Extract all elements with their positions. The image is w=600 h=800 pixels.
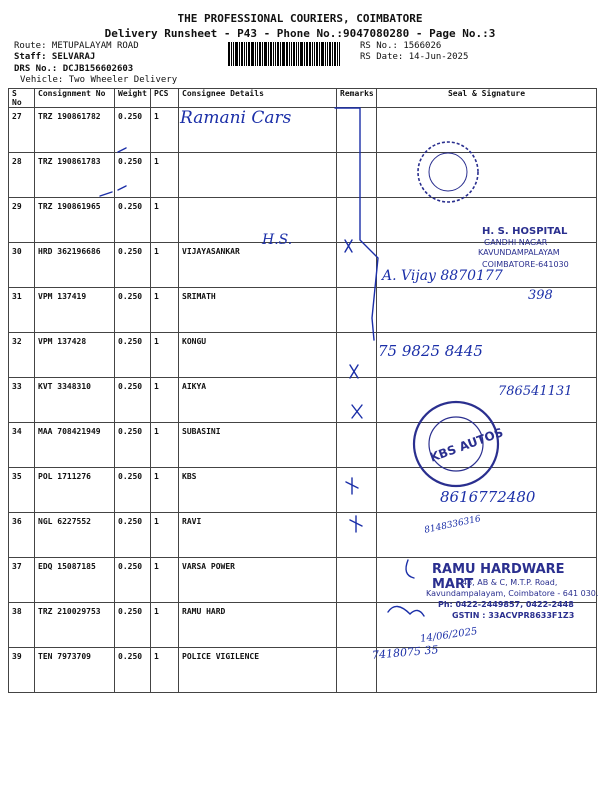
cell-consignee: SRIMATH [179,288,337,333]
hs-stamp-name: H. S. HOSPITAL [482,226,568,237]
hs-stamp-line3: KAVUNDAMPALAYAM [478,248,560,257]
cell-consignment: KVT 3348310 [35,378,115,423]
ramu-stamp-addr2: Kavundampalayam, Coimbatore - 641 030. [426,589,599,598]
cell-sno: 27 [9,108,35,153]
cell-pcs: 1 [151,513,179,558]
col-consignment: Consignment No [35,89,115,108]
cell-weight: 0.250 [115,198,151,243]
cell-pcs: 1 [151,468,179,513]
cell-pcs: 1 [151,288,179,333]
cell-sno: 31 [9,288,35,333]
hs-stamp-line2: GANDHI NAGAR [484,238,548,247]
cell-consignee: POLICE VIGILENCE [179,648,337,693]
cell-sno: 36 [9,513,35,558]
vehicle-label: Vehicle: Two Wheeler Delivery [20,75,178,85]
col-remarks: Remarks [337,89,377,108]
handwriting-row37-number: 8148336316 [423,514,482,536]
cell-consignment: TRZ 190861783 [35,153,115,198]
col-weight: Weight [115,89,151,108]
staff-label: Staff: SELVARAJ [14,52,96,62]
cell-weight: 0.250 [115,648,151,693]
hs-stamp-line4: COIMBATORE-641030 [482,260,569,269]
ramu-stamp-addr1: 43, AB & C, M.T.P. Road, [462,578,558,587]
cell-pcs: 1 [151,378,179,423]
cell-consignee: RAVI [179,513,337,558]
handwriting-hs: H.S. [262,232,293,248]
cell-sno: 29 [9,198,35,243]
cell-sno: 28 [9,153,35,198]
handwriting-bottom: 7418075 35 [371,643,439,662]
cell-consignee: VARSA POWER [179,558,337,603]
cell-pcs: 1 [151,108,179,153]
cell-consignment: POL 1711276 [35,468,115,513]
cell-sno: 30 [9,243,35,288]
cell-consignment: TRZ 210029753 [35,603,115,648]
company-title: THE PROFESSIONAL COURIERS, COIMBATORE [177,12,423,25]
cell-weight: 0.250 [115,513,151,558]
cell-weight: 0.250 [115,423,151,468]
handwriting-ramani: Ramani Cars [180,108,292,128]
cell-sno: 32 [9,333,35,378]
cell-pcs: 1 [151,333,179,378]
cell-pcs: 1 [151,153,179,198]
cell-weight: 0.250 [115,378,151,423]
cell-pcs: 1 [151,558,179,603]
cell-weight: 0.250 [115,108,151,153]
cell-consignee: SUBASINI [179,423,337,468]
cell-consignment: EDQ 15087185 [35,558,115,603]
cell-consignment: NGL 6227552 [35,513,115,558]
col-sno: S No [9,89,35,108]
cell-consignment: TRZ 190861965 [35,198,115,243]
cell-pcs: 1 [151,198,179,243]
cell-consignee: AIKYA [179,378,337,423]
cell-weight: 0.250 [115,243,151,288]
ramu-stamp-name: RAMU HARDWARE MART [432,562,565,592]
cell-pcs: 1 [151,423,179,468]
cell-consignment: MAA 708421949 [35,423,115,468]
ramu-stamp-phone: Ph: 0422-2449857, 0422-2448 [438,600,574,609]
handwriting-row36-number: 8616772480 [440,488,536,506]
drs-label: DRS No.: DCJB156602603 [14,64,134,74]
cell-consignee: KONGU [179,333,337,378]
cell-pcs: 1 [151,603,179,648]
handwriting-row34-number: 786541131 [498,384,573,399]
handwriting-date: 14/06/2025 [419,626,479,645]
kbs-stamp: KBS AUTOS [427,425,506,465]
cell-weight: 0.250 [115,558,151,603]
handwriting-vijay: A. Vijay 8870177 [382,268,503,284]
ramu-stamp-gstin: GSTIN : 33ACVPR8633F1Z3 [452,611,575,620]
cell-sno: 38 [9,603,35,648]
cell-weight: 0.250 [115,603,151,648]
cell-sno: 39 [9,648,35,693]
rs-no-label: RS No.: 1566026 [360,41,442,51]
cell-weight: 0.250 [115,288,151,333]
cell-consignee: RAMU HARD [179,603,337,648]
handwriting-vijay-2: 398 [528,288,553,303]
cell-pcs: 1 [151,243,179,288]
cell-sno: 35 [9,468,35,513]
col-pcs: PCS [151,89,179,108]
cell-sno: 37 [9,558,35,603]
cell-consignee: VIJAYASANKAR [179,243,337,288]
route-label: Route: METUPALAYAM ROAD [14,41,139,51]
cell-sno: 33 [9,378,35,423]
cell-consignment: VPM 137419 [35,288,115,333]
rs-date-label: RS Date: 14-Jun-2025 [360,52,469,62]
col-seal: Seal & Signature [377,89,597,108]
cell-consignment: TRZ 190861782 [35,108,115,153]
handwriting-row33-number: 75 9825 8445 [378,342,483,360]
cell-sno: 34 [9,423,35,468]
cell-consignment: TEN 7973709 [35,648,115,693]
cell-weight: 0.250 [115,333,151,378]
runsheet-subtitle: Delivery Runsheet - P43 - Phone No.:9047080280 - Page No.:3 [104,27,496,40]
cell-weight: 0.250 [115,468,151,513]
cell-pcs: 1 [151,648,179,693]
col-consignee: Consignee Details [179,89,337,108]
cell-weight: 0.250 [115,153,151,198]
cell-consignment: HRD 362196686 [35,243,115,288]
cell-consignee: KBS [179,468,337,513]
cell-consignment: VPM 137428 [35,333,115,378]
